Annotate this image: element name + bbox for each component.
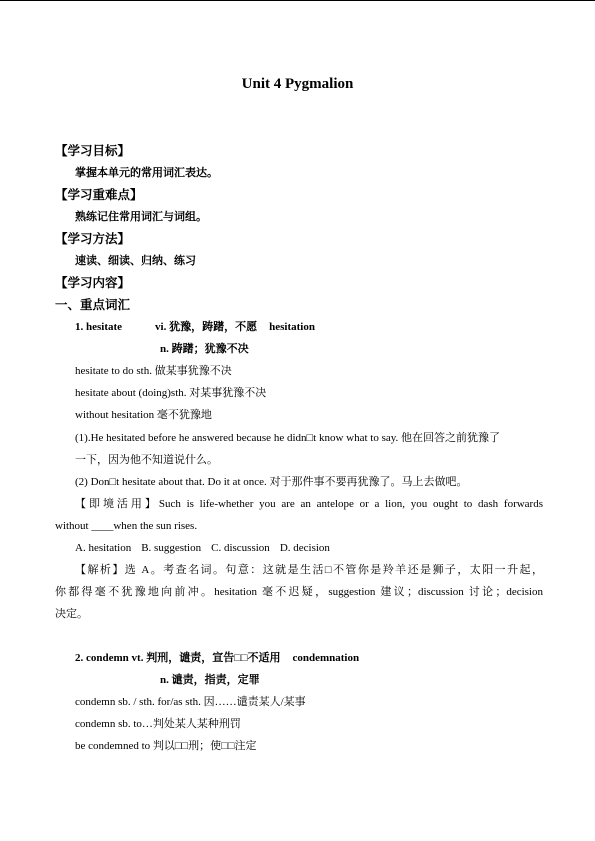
option-a: A. hesitation (75, 542, 132, 554)
hesitate-example-1-line-2: 一下，因为他不知道说什么。 (75, 454, 218, 466)
analysis-line-2: 你都得毫不犹豫地向前冲。hesitation 毫不迟疑，suggestion 建议；discussion 讨论；decision (55, 586, 543, 598)
hesitate-definition: 犹豫，踌躇，不愿 (169, 321, 258, 333)
condemnation-definition: 谴责，指责，定罪 (171, 674, 260, 686)
condemnation-entry (160, 673, 260, 687)
heading-key-vocabulary: 一、重点词汇 (55, 298, 131, 312)
hesitate-example-1-line-1: (1).He hesitated before he answered because he didn□t know what to say. 他在回答之前犹豫了 (75, 432, 501, 444)
hesitate-phrase-1: hesitate to do sth. 做某事犹豫不决 (75, 365, 232, 377)
heading-learning-goals: 【学习目标】 (55, 144, 131, 158)
word-hesitate-entry (75, 320, 315, 334)
practice-question-line-2: without ____when the sun rises. (55, 520, 198, 532)
hesitate-pos: vi. (155, 321, 167, 333)
word-condemn-entry (75, 651, 359, 665)
word-condemn: 2. condemn vt. 判刑，谴责，宣告□□不适用 (75, 652, 281, 664)
option-b: B. suggestion (141, 542, 202, 554)
condemn-phrase-3: be condemned to 判以□□刑；使□□注定 (75, 740, 257, 752)
hesitate-phrase-3: without hesitation 毫不犹豫地 (75, 409, 212, 421)
hesitate-phrase-2: hesitate about (doing)sth. 对某事犹豫不决 (75, 387, 267, 399)
practice-options (75, 541, 330, 555)
hesitate-example-2: (2) Don□t hesitate about that. Do it at once. 对于那件事不要再犹豫了。马上去做吧。 (75, 476, 468, 488)
word-hesitate: 1. hesitate (75, 321, 123, 333)
analysis-line-3: 决定。 (55, 608, 88, 620)
learning-methods-text: 速读、细读、归纳、练习 (75, 255, 196, 267)
heading-learning-content: 【学习内容】 (55, 276, 131, 290)
word-condemnation: condemnation (292, 652, 360, 664)
condemnation-pos: n. (160, 674, 169, 686)
heading-key-points: 【学习重难点】 (55, 188, 143, 202)
condemn-phrase-1: condemn sb. / sth. for/as sth. 因……谴责某人/某事 (75, 696, 306, 708)
page-title: Unit 4 Pygmalion (241, 76, 354, 92)
condemn-phrase-2: condemn sb. to…判处某人某种刑罚 (75, 718, 241, 730)
key-points-text: 熟练记住常用词汇与词组。 (75, 211, 207, 223)
heading-learning-methods: 【学习方法】 (55, 232, 131, 246)
learning-goals-text: 掌握本单元的常用词汇表达。 (75, 167, 218, 179)
page-top-border (0, 0, 595, 1)
hesitation-entry (160, 342, 249, 356)
hesitation-definition: 踌躇；犹豫不决 (171, 343, 249, 355)
hesitation-pos: n. (160, 343, 169, 355)
practice-question-line-1: 【即境活用】Such is life-whether you are an antelope or a lion, you ought to dash forwards (75, 498, 543, 510)
analysis-line-1: 【解析】选 A。考查名词。句意：这就是生活□不管你是羚羊还是狮子，太阳一升起， (75, 564, 543, 576)
word-hesitation: hesitation (269, 321, 315, 333)
option-d: D. decision (279, 542, 330, 554)
option-c: C. discussion (211, 542, 270, 554)
